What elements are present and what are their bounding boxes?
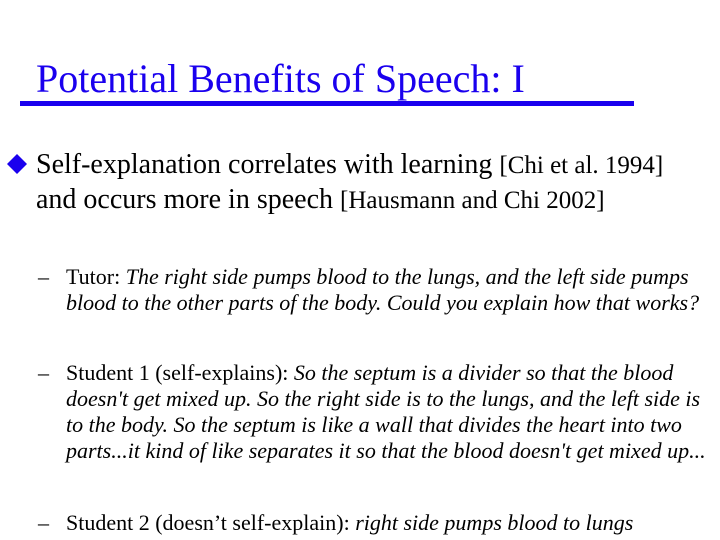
dash-marker: – bbox=[38, 360, 49, 385]
quote-text: The right side pumps blood to the lungs, and the left side pumps blood to the other parts of the body. Could you explain how that works? bbox=[66, 264, 700, 315]
dash-marker: – bbox=[38, 510, 49, 535]
speaker-label: Student 1 (self-explains): bbox=[66, 360, 294, 385]
slide-title: Potential Benefits of Speech: I bbox=[36, 56, 525, 101]
sub-bullet-text bbox=[66, 360, 706, 464]
quote-text: right side pumps blood to lungs bbox=[355, 510, 634, 535]
sub-bullet-tutor bbox=[38, 264, 706, 316]
diamond-bullet-icon bbox=[4, 151, 32, 179]
dash-marker: – bbox=[38, 264, 49, 289]
main-bullet-text: Self-explanation correlates with learning bbox=[36, 149, 500, 180]
citation-hausmann-chi-2002: [Hausmann and Chi 2002] bbox=[340, 187, 605, 214]
sub-bullet-student-1 bbox=[38, 360, 706, 464]
main-bullet bbox=[36, 148, 696, 218]
sub-bullet-student-2 bbox=[38, 510, 706, 536]
citation-chi-1994: [Chi et al. 1994] bbox=[499, 152, 664, 179]
main-bullet-text-2: and occurs more in speech bbox=[36, 184, 340, 215]
sub-bullet-text bbox=[66, 510, 706, 536]
title-underline bbox=[20, 101, 634, 106]
quote-text: So the septum is a divider so that the blood doesn't get mixed up. So the right side is to the lungs, and the left side is to the body. So the septum is like a wall that divides the heart into two parts...it kind of like separates it so that the blood doesn't get mixed up... bbox=[66, 360, 706, 463]
speaker-label: Tutor: bbox=[66, 264, 126, 289]
sub-bullet-text bbox=[66, 264, 706, 316]
speaker-label: Student 2 (doesn’t self-explain): bbox=[66, 510, 356, 535]
